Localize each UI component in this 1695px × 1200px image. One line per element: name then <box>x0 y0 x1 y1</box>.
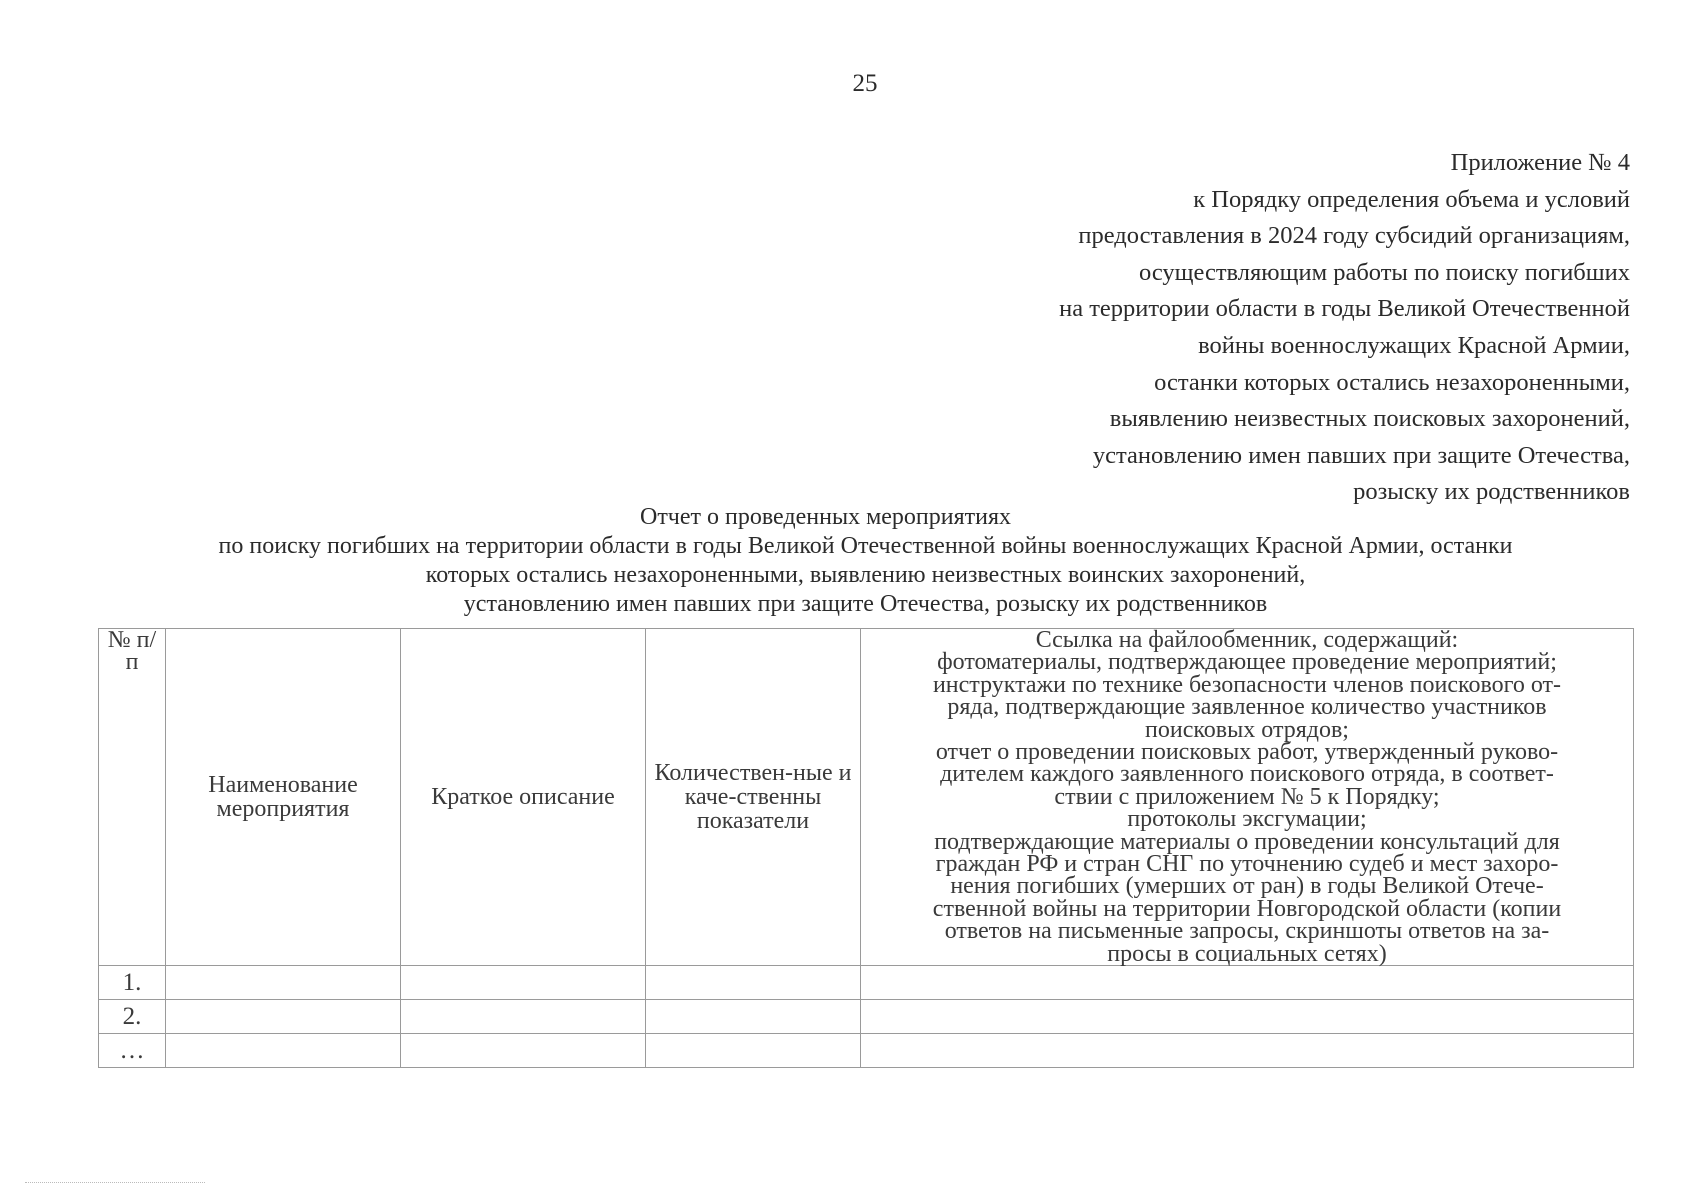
header-link-line: фотоматериалы, подтверждающее проведение мероприятий; <box>937 649 1557 676</box>
cell-file-link <box>861 1000 1634 1034</box>
header-link-line: дителем каждого заявленного поискового отряда, в соответ- <box>940 761 1554 788</box>
cell-name <box>166 1000 401 1034</box>
header-link-line: ствии с приложением № 5 к Порядку; <box>1054 783 1440 810</box>
cell-indicators <box>646 1034 861 1068</box>
header-link-line: ряда, подтверждающие заявленное количество участников <box>947 694 1547 721</box>
cell-indicators <box>646 966 861 1000</box>
header-link-line: подтверждающие материалы о проведении консультаций для <box>934 828 1560 855</box>
appendix-line: к Порядку определения объема и условий <box>1193 185 1630 213</box>
header-name: Наименование мероприятия <box>166 629 401 966</box>
header-link-line: протоколы эксгумации; <box>1127 806 1367 833</box>
report-title-line: Отчет о проведенных мероприятиях <box>639 504 1011 530</box>
appendix-line: установлению имен павших при защите Отечества, <box>1092 441 1630 469</box>
header-link-line: просы в социальных сетях) <box>1107 940 1387 967</box>
report-title-line: установлению имен павших при защите Отечества, розыску их родственников <box>463 591 1268 617</box>
report-title-line: по поиску погибших на территории области в годы Великой Отечественной войны военнослужащих Красной Армии, останки <box>218 533 1513 559</box>
appendix-line: останки которых остались незахороненными, <box>1154 368 1630 396</box>
header-file-link <box>861 629 1634 966</box>
report-title-line: которых остались незахороненными, выявлению неизвестных воинских захоронений, <box>425 562 1306 588</box>
header-link-line: Ссылка на файлообменник, содержащий: <box>1035 627 1459 653</box>
header-link-line: поисковых отрядов; <box>1145 716 1349 743</box>
appendix-line: войны военнослужащих Красной Армии, <box>1198 331 1630 359</box>
cell-description <box>401 1034 646 1068</box>
header-link-line: граждан РФ и стран СНГ по уточнению судеб и мест захоро- <box>935 851 1559 878</box>
page-number: 25 <box>852 70 878 97</box>
cell-file-link <box>861 1034 1634 1068</box>
appendix-line: Приложение № 4 <box>1450 149 1630 176</box>
header-description: Краткое описание <box>401 629 646 966</box>
header-number: № п/п <box>99 629 166 966</box>
scan-artifact-divider <box>25 1182 205 1183</box>
table-row <box>99 966 1634 1000</box>
cell-name <box>166 966 401 1000</box>
header-link-line: отчет о проведении поисковых работ, утвержденный руково- <box>935 739 1559 766</box>
cell-file-link <box>861 966 1634 1000</box>
report-title <box>98 503 1633 619</box>
table-header-row <box>99 629 1634 966</box>
header-link-line: ответов на письменные запросы, скриншоты ответов на за- <box>944 918 1550 945</box>
appendix-line: розыску их родственников <box>1353 478 1630 506</box>
report-table <box>98 628 1634 1068</box>
cell-name <box>166 1034 401 1068</box>
appendix-line: выявлению неизвестных поисковых захоронений, <box>1109 405 1630 433</box>
cell-indicators <box>646 1000 861 1034</box>
table-row <box>99 1000 1634 1034</box>
appendix-line: осуществляющим работы по поиску погибших <box>1138 258 1630 286</box>
header-indicators: Количествен-ные и каче-ственны показатели <box>646 629 861 966</box>
appendix-line: предоставления в 2024 году субсидий организациям, <box>1078 222 1630 250</box>
table-row <box>99 1034 1634 1068</box>
header-link-line: нения погибших (умерших от ран) в годы Великой Отече- <box>950 873 1544 900</box>
appendix-note <box>730 145 1630 511</box>
header-link-line: инструктажи по технике безопасности членов поискового от- <box>932 671 1562 698</box>
row-number: … <box>99 1034 166 1068</box>
header-link-line: ственной войны на территории Новгородской области (копии <box>932 895 1562 922</box>
row-number: 2. <box>99 1000 166 1034</box>
row-number: 1. <box>99 966 166 1000</box>
appendix-line: на территории области в годы Великой Отечественной <box>1059 295 1630 323</box>
cell-description <box>401 966 646 1000</box>
cell-description <box>401 1000 646 1034</box>
